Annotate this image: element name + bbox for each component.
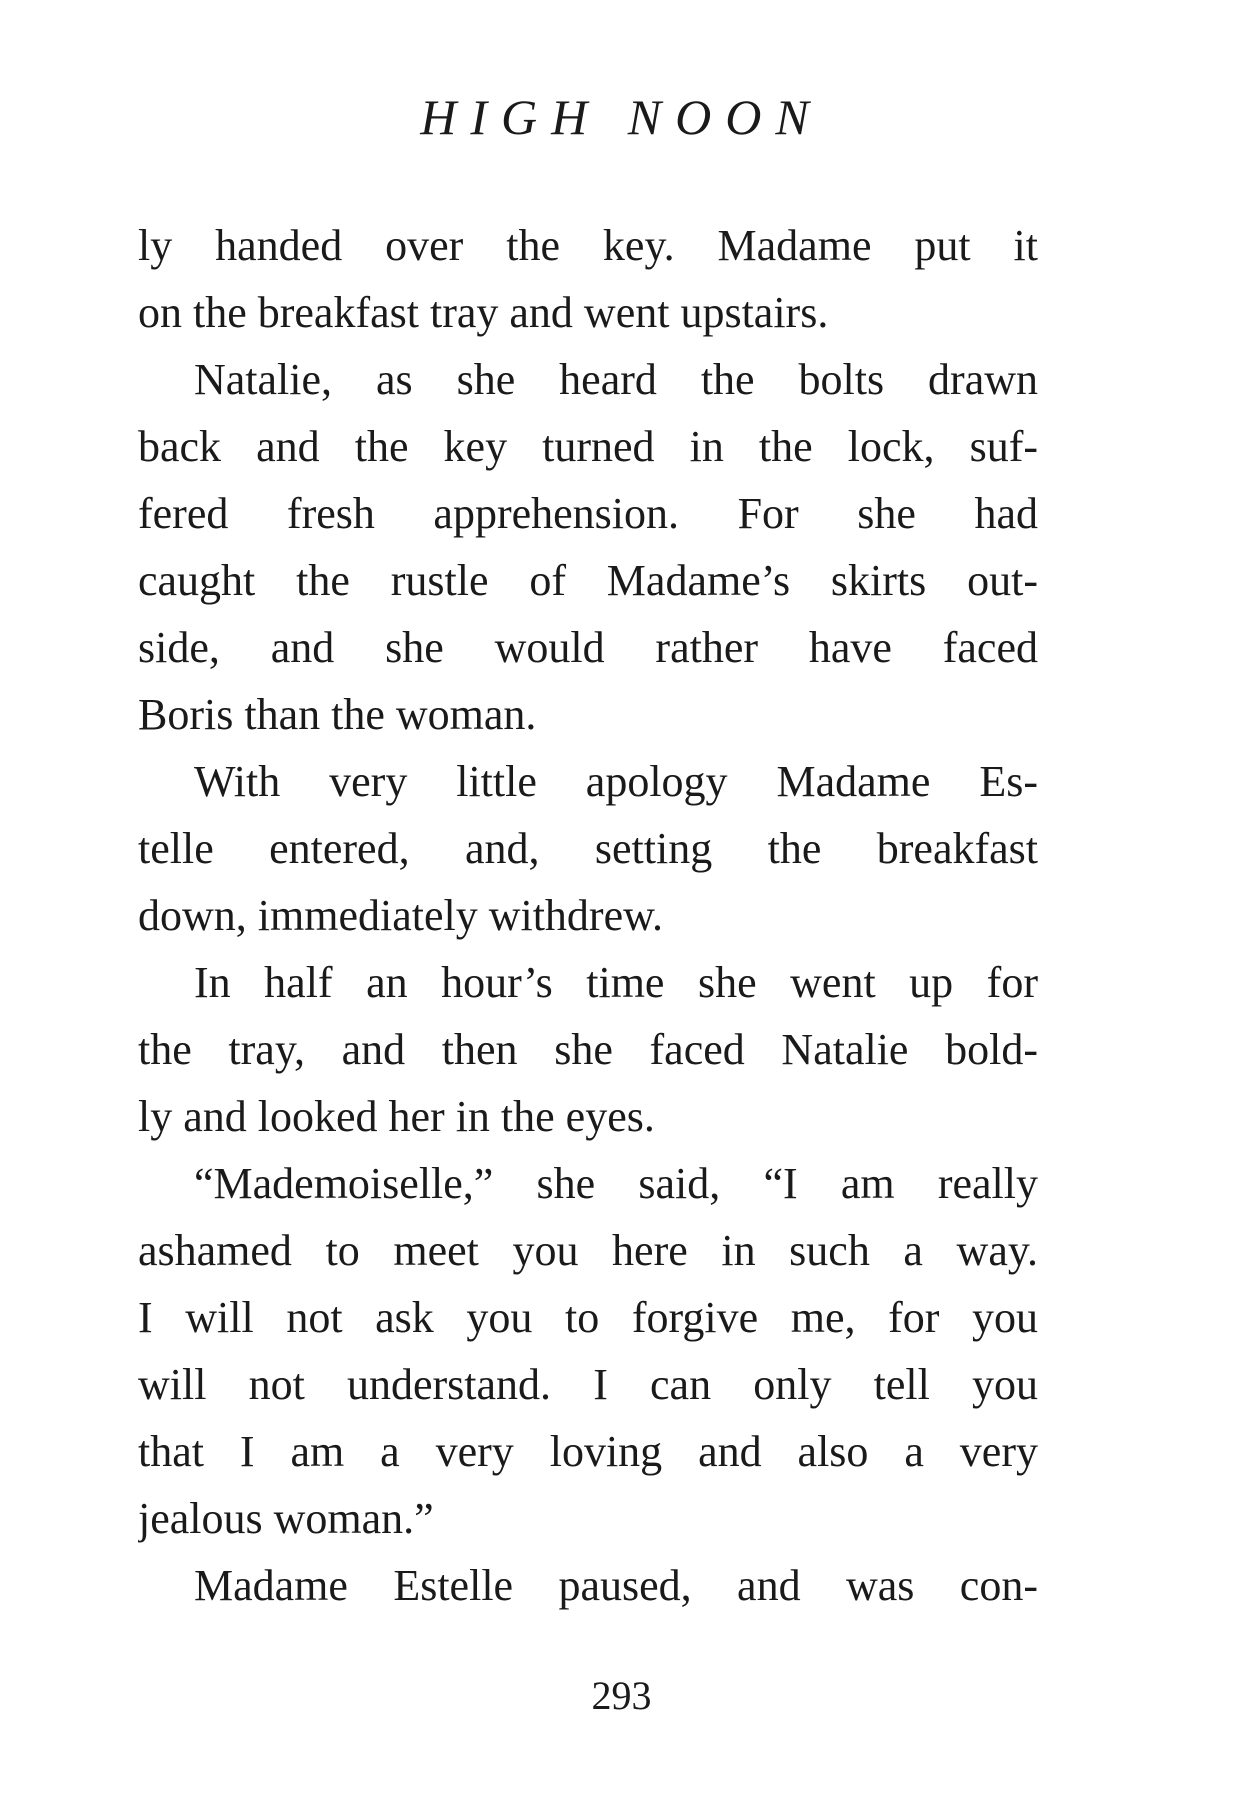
text-line: jealous woman.”	[138, 1494, 434, 1543]
page-number: 293	[591, 1673, 652, 1718]
running-head: HIGH NOON	[420, 89, 823, 145]
body-text	[138, 212, 1038, 1619]
text-line: on the breakfast tray and went upstairs.	[138, 288, 829, 337]
text-line: will not understand. I can only tell you	[138, 1360, 1038, 1409]
text-line: ashamed to meet you here in such a way.	[138, 1226, 1038, 1275]
text-line: “Mademoiselle,” she said, “I am really	[194, 1159, 1038, 1208]
text-line: back and the key turned in the lock, suf-	[138, 422, 1038, 471]
text-line: Boris than the woman.	[138, 690, 537, 739]
text-line: Madame Estelle paused, and was con-	[194, 1561, 1038, 1610]
text-line: ly handed over the key. Madame put it	[138, 221, 1038, 270]
text-line: In half an hour’s time she went up for	[194, 958, 1038, 1007]
text-line: down, immediately withdrew.	[138, 891, 664, 940]
text-line: fered fresh apprehension. For she had	[138, 489, 1038, 538]
text-line: telle entered, and, setting the breakfast	[138, 824, 1038, 873]
text-line: ly and looked her in the eyes.	[138, 1092, 655, 1141]
text-line: Natalie, as she heard the bolts drawn	[194, 355, 1038, 404]
text-line: side, and she would rather have faced	[138, 623, 1038, 672]
text-line: the tray, and then she faced Natalie bold-	[138, 1025, 1038, 1074]
text-line: caught the rustle of Madame’s skirts out-	[138, 556, 1038, 605]
text-line: that I am a very loving and also a very	[138, 1427, 1038, 1476]
text-line: I will not ask you to forgive me, for you	[138, 1293, 1038, 1342]
text-line: With very little apology Madame Es-	[194, 757, 1038, 806]
